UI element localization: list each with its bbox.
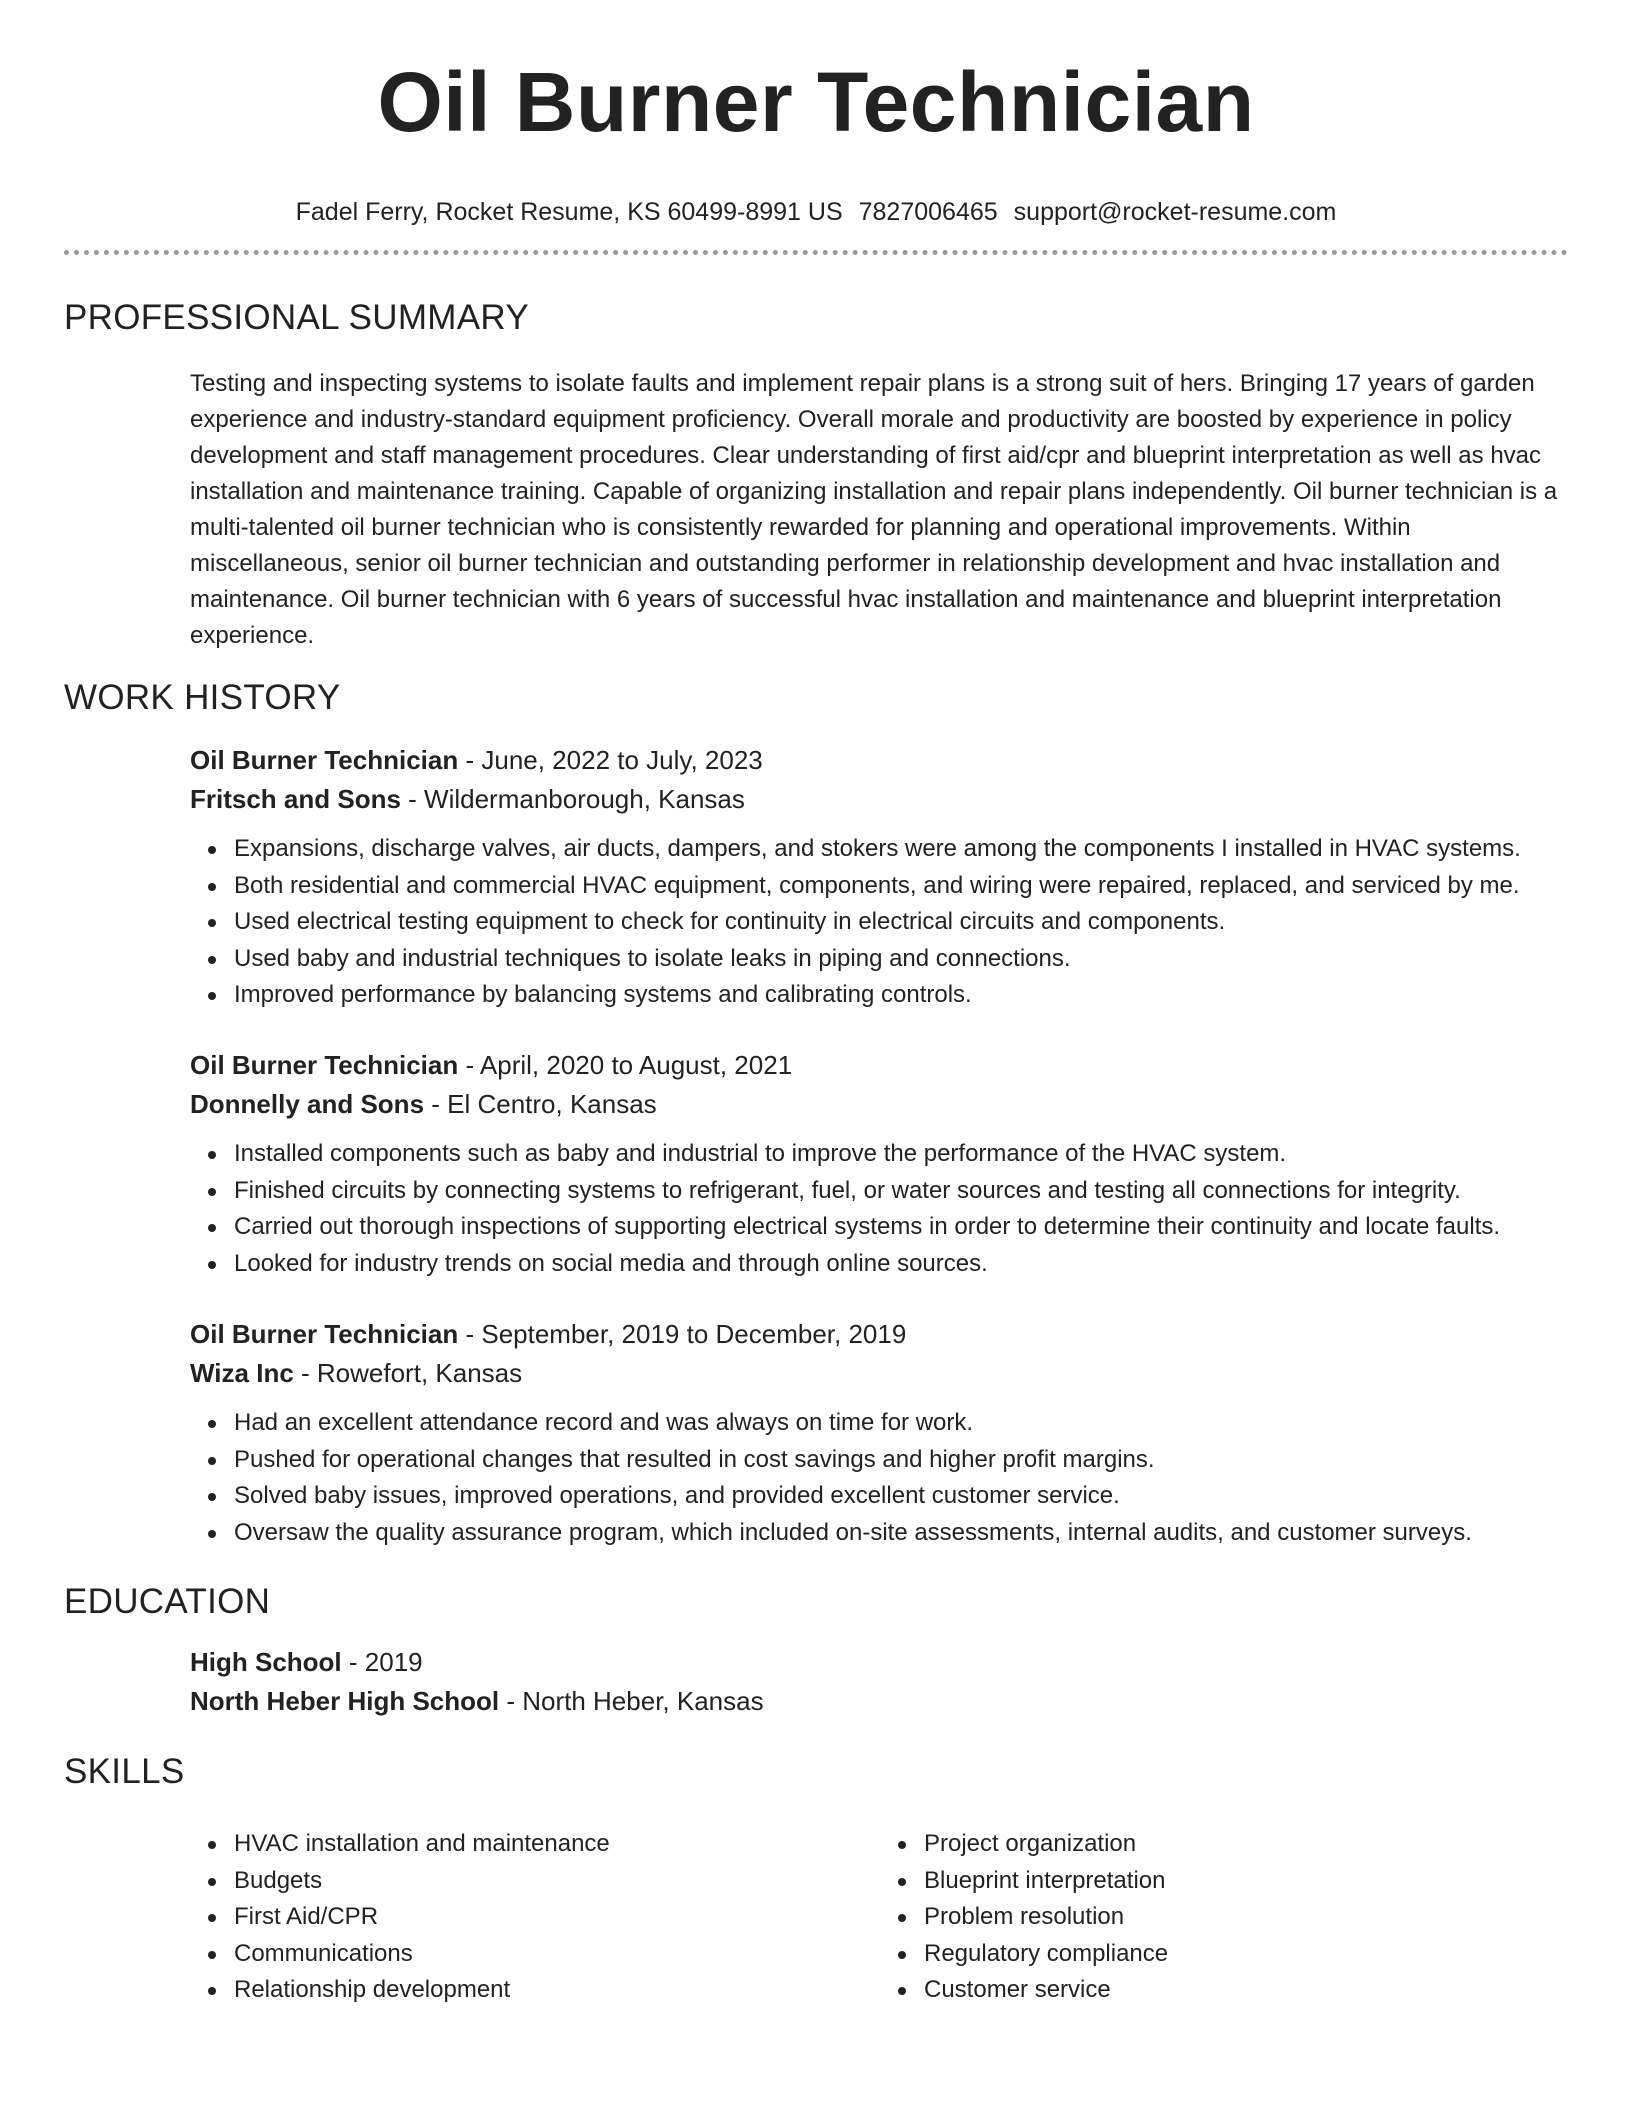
job-location: - El Centro, Kansas	[424, 1089, 657, 1119]
job-title-line	[190, 1315, 1570, 1354]
job-location: - Rowefort, Kansas	[293, 1358, 523, 1388]
contact-line	[64, 196, 1568, 228]
list-item: Oversaw the quality assurance program, which included on-site assessments, internal audits, and customer surveys.	[234, 1515, 1570, 1552]
education-degree-line	[190, 1643, 1570, 1682]
job-title: Oil Burner Technician	[190, 1050, 459, 1080]
job-company-line	[190, 1354, 1570, 1393]
job-company: Fritsch and Sons	[190, 784, 401, 814]
job-company: Donnelly and Sons	[190, 1089, 425, 1119]
list-item: Installed components such as baby and industrial to improve the performance of the HVAC system.	[234, 1136, 1570, 1173]
education-location: - North Heber, Kansas	[499, 1686, 764, 1716]
skills-grid	[190, 1826, 1570, 2009]
list-item: Finished circuits by connecting systems to refrigerant, fuel, or water sources and testing all connections for integrity.	[234, 1173, 1570, 1210]
job-title: Oil Burner Technician	[190, 745, 459, 775]
section-title-education: EDUCATION	[64, 1582, 271, 1621]
list-item: Used electrical testing equipment to check for continuity in electrical circuits and components.	[234, 904, 1570, 941]
job-title-line	[190, 1046, 1570, 1085]
skill-item: Communications	[234, 1936, 880, 1973]
job-dates: - June, 2022 to July, 2023	[458, 745, 763, 775]
section-title-skills: SKILLS	[64, 1752, 185, 1791]
skill-item: Problem resolution	[924, 1899, 1570, 1936]
resume-header	[64, 52, 1568, 228]
skill-item: Regulatory compliance	[924, 1936, 1570, 1973]
section-title-summary: PROFESSIONAL SUMMARY	[64, 298, 529, 337]
contact-email: support@rocket-resume.com	[1013, 198, 1337, 226]
job-company-line	[190, 780, 1570, 819]
job-entry	[190, 1046, 1570, 1282]
job-title-line	[190, 741, 1570, 780]
list-item: Solved baby issues, improved operations, and provided excellent customer service.	[234, 1478, 1570, 1515]
list-item: Both residential and commercial HVAC equipment, components, and wiring were repaired, replaced, and serviced by me.	[234, 868, 1570, 905]
job-dates: - April, 2020 to August, 2021	[458, 1050, 793, 1080]
list-item: Expansions, discharge valves, air ducts, dampers, and stokers were among the components I installed in HVAC systems.	[234, 831, 1570, 868]
contact-address: Fadel Ferry, Rocket Resume, KS 60499-8991 US	[295, 198, 843, 226]
education-year: - 2019	[341, 1647, 423, 1677]
skill-item: Relationship development	[234, 1972, 880, 2009]
education-degree: High School	[190, 1647, 342, 1677]
job-entry	[190, 1315, 1570, 1551]
list-item: Looked for industry trends on social media and through online sources.	[234, 1246, 1570, 1283]
job-entry	[190, 741, 1570, 1014]
job-company-line	[190, 1085, 1570, 1124]
skills-list-right	[880, 1826, 1570, 2009]
job-location: - Wildermanborough, Kansas	[400, 784, 745, 814]
list-item: Improved performance by balancing systems and calibrating controls.	[234, 977, 1570, 1014]
contact-phone: 7827006465	[858, 198, 998, 226]
skill-item: Project organization	[924, 1826, 1570, 1863]
job-company: Wiza Inc	[190, 1358, 294, 1388]
list-item: Had an excellent attendance record and was always on time for work.	[234, 1405, 1570, 1442]
education-entry	[190, 1643, 1570, 1721]
job-bullets	[190, 1405, 1570, 1551]
skills-list-left	[190, 1826, 880, 2009]
header-divider	[64, 250, 1568, 255]
skill-item: HVAC installation and maintenance	[234, 1826, 880, 1863]
list-item: Used baby and industrial techniques to isolate leaks in piping and connections.	[234, 941, 1570, 978]
skill-item: Blueprint interpretation	[924, 1863, 1570, 1900]
job-title: Oil Burner Technician	[190, 1319, 459, 1349]
skill-item: Customer service	[924, 1972, 1570, 2009]
job-bullets	[190, 1136, 1570, 1282]
education-school-line	[190, 1682, 1570, 1721]
skill-item: First Aid/CPR	[234, 1899, 880, 1936]
list-item: Carried out thorough inspections of supporting electrical systems in order to determine their continuity and locate faults.	[234, 1209, 1570, 1246]
education-school: North Heber High School	[190, 1686, 500, 1716]
summary-text: Testing and inspecting systems to isolate faults and implement repair plans is a strong suit of hers. Bringing 17 years of garden experience and industry-standard equipment proficiency. Overall morale and productivity are boosted by experience in policy development and staff management procedures. Clear understanding of first aid/cpr and blueprint interpretation as well as hvac installation and maintenance training. Capable of organizing installation and repair plans independently. Oil burner technician is a multi-talented oil burner technician who is consistently rewarded for planning and operational improvements. Within miscellaneous, senior oil burner technician and outstanding performer in relationship development and hvac installation and maintenance. Oil burner technician with 6 years of successful hvac installation and maintenance and blueprint interpretation experience.	[190, 370, 1558, 649]
section-title-work-history: WORK HISTORY	[64, 678, 341, 717]
job-dates: - September, 2019 to December, 2019	[458, 1319, 907, 1349]
resume-name: Oil Burner Technician	[377, 55, 1255, 149]
list-item: Pushed for operational changes that resulted in cost savings and higher profit margins.	[234, 1442, 1570, 1479]
job-bullets	[190, 831, 1570, 1014]
skill-item: Budgets	[234, 1863, 880, 1900]
